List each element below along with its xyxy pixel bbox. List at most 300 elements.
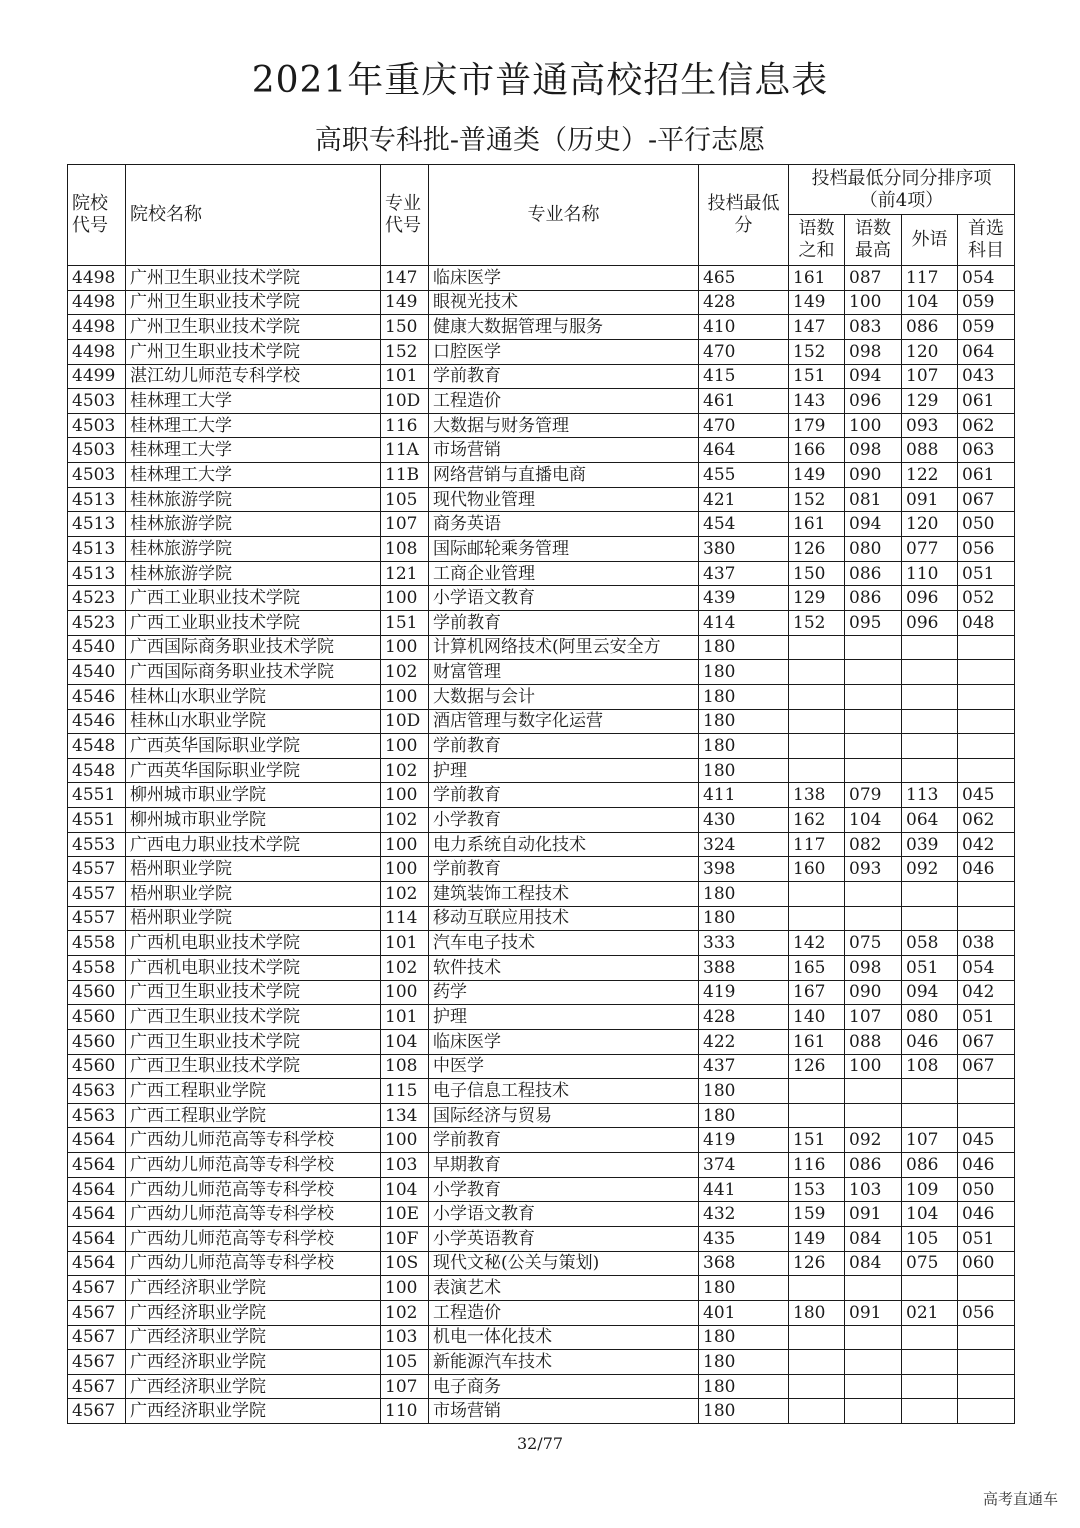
cell-major-name: 学前教育 bbox=[429, 734, 699, 759]
table-row bbox=[68, 389, 1015, 414]
cell-yushu-sum: 126 bbox=[789, 537, 845, 562]
cell-first-subject: 046 bbox=[958, 857, 1015, 882]
header-first-subject: 首选科目 bbox=[958, 215, 1015, 266]
table-row bbox=[68, 1079, 1015, 1104]
cell-school-name: 桂林旅游学院 bbox=[126, 487, 381, 512]
cell-min-score: 180 bbox=[699, 1103, 789, 1128]
cell-school-name: 广西国际商务职业技术学院 bbox=[126, 660, 381, 685]
table-row bbox=[68, 660, 1015, 685]
cell-school-name: 广西经济职业学院 bbox=[126, 1300, 381, 1325]
cell-foreign-language: 105 bbox=[902, 1226, 958, 1251]
cell-major-code: 100 bbox=[381, 635, 429, 660]
cell-school-name: 梧州职业学院 bbox=[126, 882, 381, 907]
cell-major-code: 116 bbox=[381, 413, 429, 438]
table-row bbox=[68, 1177, 1015, 1202]
cell-foreign-language: 122 bbox=[902, 463, 958, 488]
cell-first-subject: 067 bbox=[958, 1029, 1015, 1054]
table-row bbox=[68, 1251, 1015, 1276]
table-row bbox=[68, 586, 1015, 611]
cell-yushu-max: 107 bbox=[845, 1005, 902, 1030]
cell-yushu-sum: 161 bbox=[789, 512, 845, 537]
cell-min-score: 419 bbox=[699, 1128, 789, 1153]
cell-foreign-language: 104 bbox=[902, 290, 958, 315]
cell-first-subject: 056 bbox=[958, 1300, 1015, 1325]
cell-foreign-language bbox=[902, 684, 958, 709]
cell-min-score: 437 bbox=[699, 1054, 789, 1079]
cell-major-code: 102 bbox=[381, 882, 429, 907]
cell-foreign-language: 120 bbox=[902, 512, 958, 537]
cell-foreign-language bbox=[902, 660, 958, 685]
cell-yushu-sum bbox=[789, 882, 845, 907]
cell-yushu-sum: 152 bbox=[789, 339, 845, 364]
cell-school-name: 广西幼儿师范高等专科学校 bbox=[126, 1128, 381, 1153]
cell-yushu-sum: 126 bbox=[789, 1054, 845, 1079]
cell-major-name: 电力系统自动化技术 bbox=[429, 832, 699, 857]
cell-major-code: 105 bbox=[381, 1350, 429, 1375]
cell-first-subject: 062 bbox=[958, 413, 1015, 438]
cell-yushu-sum bbox=[789, 1079, 845, 1104]
cell-yushu-sum: 165 bbox=[789, 955, 845, 980]
cell-yushu-sum: 149 bbox=[789, 1226, 845, 1251]
cell-foreign-language: 120 bbox=[902, 339, 958, 364]
cell-school-code: 4560 bbox=[68, 1005, 126, 1030]
cell-major-code: 107 bbox=[381, 512, 429, 537]
cell-yushu-sum: 152 bbox=[789, 487, 845, 512]
cell-major-code: 108 bbox=[381, 537, 429, 562]
cell-yushu-sum bbox=[789, 758, 845, 783]
cell-major-name: 小学教育 bbox=[429, 808, 699, 833]
cell-school-name: 广西英华国际职业学院 bbox=[126, 758, 381, 783]
cell-yushu-max: 100 bbox=[845, 1054, 902, 1079]
cell-yushu-max: 088 bbox=[845, 1029, 902, 1054]
header-school-name: 院校名称 bbox=[126, 165, 381, 266]
cell-school-name: 广西卫生职业技术学院 bbox=[126, 1029, 381, 1054]
cell-school-name: 桂林山水职业学院 bbox=[126, 709, 381, 734]
cell-school-code: 4546 bbox=[68, 684, 126, 709]
header-major-code: 专业代号 bbox=[381, 165, 429, 266]
cell-major-code: 105 bbox=[381, 487, 429, 512]
cell-school-name: 梧州职业学院 bbox=[126, 857, 381, 882]
cell-first-subject: 043 bbox=[958, 364, 1015, 389]
cell-yushu-sum: 166 bbox=[789, 438, 845, 463]
cell-yushu-max: 092 bbox=[845, 1128, 902, 1153]
cell-yushu-sum: 159 bbox=[789, 1202, 845, 1227]
cell-major-code: 100 bbox=[381, 1276, 429, 1301]
cell-school-code: 4560 bbox=[68, 1054, 126, 1079]
header-school-code: 院校代号 bbox=[68, 165, 126, 266]
cell-yushu-sum bbox=[789, 660, 845, 685]
cell-foreign-language: 086 bbox=[902, 1153, 958, 1178]
cell-major-name: 财富管理 bbox=[429, 660, 699, 685]
page-number: 32/77 bbox=[516, 1434, 564, 1453]
cell-major-name: 小学语文教育 bbox=[429, 586, 699, 611]
cell-school-name: 广西幼儿师范高等专科学校 bbox=[126, 1226, 381, 1251]
header-tiebreak-group: 投档最低分同分排序项（前4项） bbox=[789, 165, 1015, 215]
cell-yushu-max: 093 bbox=[845, 857, 902, 882]
cell-yushu-max bbox=[845, 684, 902, 709]
cell-school-name: 广州卫生职业技术学院 bbox=[126, 315, 381, 340]
cell-min-score: 422 bbox=[699, 1029, 789, 1054]
cell-first-subject: 051 bbox=[958, 1005, 1015, 1030]
cell-major-name: 工程造价 bbox=[429, 389, 699, 414]
cell-foreign-language: 107 bbox=[902, 364, 958, 389]
cell-major-code: 104 bbox=[381, 1177, 429, 1202]
cell-school-name: 桂林理工大学 bbox=[126, 389, 381, 414]
cell-school-code: 4558 bbox=[68, 955, 126, 980]
cell-foreign-language: 094 bbox=[902, 980, 958, 1005]
cell-major-code: 108 bbox=[381, 1054, 429, 1079]
cell-min-score: 470 bbox=[699, 339, 789, 364]
table-row bbox=[68, 1005, 1015, 1030]
cell-yushu-max bbox=[845, 1325, 902, 1350]
cell-major-name: 计算机网络技术(阿里云安全方 bbox=[429, 635, 699, 660]
cell-yushu-sum: 179 bbox=[789, 413, 845, 438]
cell-school-code: 4498 bbox=[68, 266, 126, 291]
cell-school-name: 广西经济职业学院 bbox=[126, 1374, 381, 1399]
cell-major-code: 10F bbox=[381, 1226, 429, 1251]
cell-min-score: 454 bbox=[699, 512, 789, 537]
cell-school-code: 4523 bbox=[68, 586, 126, 611]
cell-major-code: 102 bbox=[381, 808, 429, 833]
table-row bbox=[68, 1374, 1015, 1399]
cell-yushu-max bbox=[845, 758, 902, 783]
cell-major-code: 103 bbox=[381, 1325, 429, 1350]
cell-foreign-language: 108 bbox=[902, 1054, 958, 1079]
cell-min-score: 419 bbox=[699, 980, 789, 1005]
cell-school-name: 广西幼儿师范高等专科学校 bbox=[126, 1177, 381, 1202]
table-row bbox=[68, 290, 1015, 315]
cell-min-score: 428 bbox=[699, 290, 789, 315]
cell-school-name: 广西经济职业学院 bbox=[126, 1399, 381, 1424]
table-row bbox=[68, 413, 1015, 438]
table-row bbox=[68, 783, 1015, 808]
cell-first-subject: 046 bbox=[958, 1202, 1015, 1227]
table-row bbox=[68, 808, 1015, 833]
cell-school-code: 4503 bbox=[68, 413, 126, 438]
cell-min-score: 439 bbox=[699, 586, 789, 611]
cell-min-score: 437 bbox=[699, 561, 789, 586]
cell-school-name: 广西工业职业技术学院 bbox=[126, 586, 381, 611]
table-row bbox=[68, 487, 1015, 512]
table-row bbox=[68, 955, 1015, 980]
cell-min-score: 180 bbox=[699, 906, 789, 931]
cell-first-subject bbox=[958, 882, 1015, 907]
cell-major-code: 103 bbox=[381, 1153, 429, 1178]
cell-school-name: 广西经济职业学院 bbox=[126, 1325, 381, 1350]
cell-foreign-language: 058 bbox=[902, 931, 958, 956]
cell-min-score: 374 bbox=[699, 1153, 789, 1178]
cell-yushu-max: 083 bbox=[845, 315, 902, 340]
cell-major-name: 市场营销 bbox=[429, 438, 699, 463]
cell-yushu-sum: 117 bbox=[789, 832, 845, 857]
cell-yushu-max: 096 bbox=[845, 389, 902, 414]
cell-major-name: 电子商务 bbox=[429, 1374, 699, 1399]
cell-foreign-language: 077 bbox=[902, 537, 958, 562]
cell-yushu-sum bbox=[789, 684, 845, 709]
cell-foreign-language: 080 bbox=[902, 1005, 958, 1030]
cell-yushu-max bbox=[845, 734, 902, 759]
cell-min-score: 180 bbox=[699, 709, 789, 734]
cell-min-score: 324 bbox=[699, 832, 789, 857]
cell-first-subject: 048 bbox=[958, 610, 1015, 635]
cell-major-name: 大数据与财务管理 bbox=[429, 413, 699, 438]
cell-min-score: 470 bbox=[699, 413, 789, 438]
cell-yushu-sum bbox=[789, 1350, 845, 1375]
cell-school-name: 桂林旅游学院 bbox=[126, 512, 381, 537]
cell-school-code: 4548 bbox=[68, 734, 126, 759]
table-body bbox=[68, 266, 1015, 1424]
cell-major-code: 100 bbox=[381, 857, 429, 882]
cell-yushu-sum bbox=[789, 906, 845, 931]
cell-yushu-max bbox=[845, 1103, 902, 1128]
table-row bbox=[68, 1029, 1015, 1054]
cell-foreign-language: 109 bbox=[902, 1177, 958, 1202]
cell-major-name: 学前教育 bbox=[429, 857, 699, 882]
cell-first-subject: 064 bbox=[958, 339, 1015, 364]
cell-yushu-max: 095 bbox=[845, 610, 902, 635]
table-row bbox=[68, 1276, 1015, 1301]
cell-foreign-language bbox=[902, 709, 958, 734]
cell-yushu-max: 094 bbox=[845, 512, 902, 537]
cell-yushu-max bbox=[845, 1374, 902, 1399]
cell-yushu-max: 098 bbox=[845, 339, 902, 364]
cell-min-score: 180 bbox=[699, 1374, 789, 1399]
cell-major-name: 早期教育 bbox=[429, 1153, 699, 1178]
cell-min-score: 180 bbox=[699, 635, 789, 660]
cell-school-name: 广西国际商务职业技术学院 bbox=[126, 635, 381, 660]
cell-first-subject: 045 bbox=[958, 1128, 1015, 1153]
cell-major-code: 100 bbox=[381, 734, 429, 759]
cell-foreign-language bbox=[902, 1079, 958, 1104]
cell-major-code: 102 bbox=[381, 1300, 429, 1325]
cell-first-subject: 038 bbox=[958, 931, 1015, 956]
cell-yushu-max bbox=[845, 709, 902, 734]
cell-school-name: 广西卫生职业技术学院 bbox=[126, 1005, 381, 1030]
cell-yushu-sum: 149 bbox=[789, 463, 845, 488]
cell-yushu-max: 087 bbox=[845, 266, 902, 291]
cell-major-code: 104 bbox=[381, 1029, 429, 1054]
cell-yushu-max: 086 bbox=[845, 561, 902, 586]
cell-foreign-language: 039 bbox=[902, 832, 958, 857]
cell-major-name: 小学语文教育 bbox=[429, 1202, 699, 1227]
cell-min-score: 430 bbox=[699, 808, 789, 833]
cell-school-code: 4540 bbox=[68, 635, 126, 660]
cell-yushu-max: 084 bbox=[845, 1251, 902, 1276]
cell-first-subject: 067 bbox=[958, 1054, 1015, 1079]
cell-first-subject: 042 bbox=[958, 980, 1015, 1005]
cell-major-name: 临床医学 bbox=[429, 1029, 699, 1054]
cell-yushu-max: 075 bbox=[845, 931, 902, 956]
table-header bbox=[68, 165, 1015, 266]
cell-min-score: 380 bbox=[699, 537, 789, 562]
cell-major-name: 健康大数据管理与服务 bbox=[429, 315, 699, 340]
cell-major-name: 网络营销与直播电商 bbox=[429, 463, 699, 488]
cell-foreign-language: 129 bbox=[902, 389, 958, 414]
cell-first-subject: 061 bbox=[958, 463, 1015, 488]
cell-yushu-sum: 151 bbox=[789, 364, 845, 389]
table-row bbox=[68, 1128, 1015, 1153]
cell-major-name: 移动互联应用技术 bbox=[429, 906, 699, 931]
page-subtitle: 高职专科批-普通类（历史）-平行志愿 bbox=[314, 125, 766, 156]
cell-foreign-language bbox=[902, 635, 958, 660]
cell-yushu-sum: 140 bbox=[789, 1005, 845, 1030]
cell-major-name: 汽车电子技术 bbox=[429, 931, 699, 956]
cell-foreign-language: 093 bbox=[902, 413, 958, 438]
cell-first-subject bbox=[958, 758, 1015, 783]
cell-foreign-language: 088 bbox=[902, 438, 958, 463]
cell-first-subject: 059 bbox=[958, 315, 1015, 340]
table-row bbox=[68, 1399, 1015, 1424]
header-foreign-language: 外语 bbox=[902, 215, 958, 266]
cell-yushu-max bbox=[845, 660, 902, 685]
source-credit: 高考直通车 bbox=[982, 1490, 1058, 1508]
cell-major-code: 114 bbox=[381, 906, 429, 931]
cell-yushu-sum bbox=[789, 1103, 845, 1128]
cell-foreign-language bbox=[902, 1350, 958, 1375]
cell-yushu-sum: 160 bbox=[789, 857, 845, 882]
cell-foreign-language bbox=[902, 1103, 958, 1128]
cell-yushu-sum: 129 bbox=[789, 586, 845, 611]
cell-foreign-language bbox=[902, 734, 958, 759]
cell-min-score: 415 bbox=[699, 364, 789, 389]
cell-first-subject bbox=[958, 1276, 1015, 1301]
cell-first-subject bbox=[958, 635, 1015, 660]
table-row bbox=[68, 832, 1015, 857]
table-row bbox=[68, 857, 1015, 882]
cell-yushu-sum bbox=[789, 1276, 845, 1301]
cell-school-name: 柳州城市职业学院 bbox=[126, 783, 381, 808]
cell-major-code: 134 bbox=[381, 1103, 429, 1128]
cell-school-code: 4498 bbox=[68, 339, 126, 364]
cell-school-name: 广西卫生职业技术学院 bbox=[126, 1054, 381, 1079]
cell-school-name: 柳州城市职业学院 bbox=[126, 808, 381, 833]
cell-min-score: 411 bbox=[699, 783, 789, 808]
cell-yushu-max bbox=[845, 1079, 902, 1104]
cell-school-code: 4557 bbox=[68, 857, 126, 882]
cell-min-score: 464 bbox=[699, 438, 789, 463]
cell-school-code: 4564 bbox=[68, 1226, 126, 1251]
table-row bbox=[68, 1325, 1015, 1350]
cell-school-code: 4540 bbox=[68, 660, 126, 685]
cell-school-name: 桂林理工大学 bbox=[126, 438, 381, 463]
cell-first-subject: 056 bbox=[958, 537, 1015, 562]
cell-major-code: 110 bbox=[381, 1399, 429, 1424]
cell-yushu-sum: 151 bbox=[789, 1128, 845, 1153]
cell-major-name: 口腔医学 bbox=[429, 339, 699, 364]
cell-major-code: 100 bbox=[381, 783, 429, 808]
cell-yushu-sum bbox=[789, 1325, 845, 1350]
cell-first-subject: 054 bbox=[958, 955, 1015, 980]
cell-min-score: 401 bbox=[699, 1300, 789, 1325]
cell-major-name: 学前教育 bbox=[429, 610, 699, 635]
cell-school-code: 4564 bbox=[68, 1177, 126, 1202]
cell-first-subject: 050 bbox=[958, 512, 1015, 537]
cell-major-code: 147 bbox=[381, 266, 429, 291]
cell-major-code: 11A bbox=[381, 438, 429, 463]
cell-school-code: 4551 bbox=[68, 808, 126, 833]
cell-foreign-language bbox=[902, 758, 958, 783]
cell-school-code: 4567 bbox=[68, 1300, 126, 1325]
cell-min-score: 368 bbox=[699, 1251, 789, 1276]
cell-major-name: 学前教育 bbox=[429, 364, 699, 389]
cell-school-code: 4567 bbox=[68, 1350, 126, 1375]
cell-first-subject bbox=[958, 660, 1015, 685]
cell-min-score: 180 bbox=[699, 660, 789, 685]
cell-min-score: 180 bbox=[699, 734, 789, 759]
cell-min-score: 180 bbox=[699, 882, 789, 907]
cell-yushu-max bbox=[845, 1350, 902, 1375]
cell-foreign-language: 117 bbox=[902, 266, 958, 291]
cell-yushu-max bbox=[845, 1399, 902, 1424]
cell-min-score: 455 bbox=[699, 463, 789, 488]
cell-yushu-max: 094 bbox=[845, 364, 902, 389]
cell-school-name: 广西机电职业技术学院 bbox=[126, 931, 381, 956]
cell-major-code: 102 bbox=[381, 660, 429, 685]
table-row bbox=[68, 512, 1015, 537]
cell-foreign-language: 113 bbox=[902, 783, 958, 808]
cell-major-code: 107 bbox=[381, 1374, 429, 1399]
cell-major-code: 152 bbox=[381, 339, 429, 364]
cell-school-code: 4567 bbox=[68, 1399, 126, 1424]
cell-min-score: 414 bbox=[699, 610, 789, 635]
cell-school-code: 4548 bbox=[68, 758, 126, 783]
cell-foreign-language: 092 bbox=[902, 857, 958, 882]
cell-school-code: 4546 bbox=[68, 709, 126, 734]
cell-major-code: 151 bbox=[381, 610, 429, 635]
cell-major-name: 学前教育 bbox=[429, 1128, 699, 1153]
cell-major-name: 护理 bbox=[429, 1005, 699, 1030]
cell-school-code: 4513 bbox=[68, 487, 126, 512]
cell-yushu-sum: 143 bbox=[789, 389, 845, 414]
cell-yushu-sum: 161 bbox=[789, 1029, 845, 1054]
cell-school-name: 广州卫生职业技术学院 bbox=[126, 339, 381, 364]
cell-yushu-sum bbox=[789, 734, 845, 759]
cell-school-name: 广西工业职业技术学院 bbox=[126, 610, 381, 635]
cell-school-name: 广西工程职业学院 bbox=[126, 1079, 381, 1104]
cell-yushu-sum bbox=[789, 709, 845, 734]
cell-school-name: 广西英华国际职业学院 bbox=[126, 734, 381, 759]
cell-major-code: 102 bbox=[381, 955, 429, 980]
table-row bbox=[68, 635, 1015, 660]
cell-major-name: 学前教育 bbox=[429, 783, 699, 808]
cell-yushu-sum bbox=[789, 635, 845, 660]
cell-school-code: 4564 bbox=[68, 1202, 126, 1227]
cell-major-name: 大数据与会计 bbox=[429, 684, 699, 709]
cell-school-name: 桂林旅游学院 bbox=[126, 537, 381, 562]
cell-first-subject: 059 bbox=[958, 290, 1015, 315]
cell-yushu-max bbox=[845, 1276, 902, 1301]
cell-min-score: 333 bbox=[699, 931, 789, 956]
cell-major-name: 小学英语教育 bbox=[429, 1226, 699, 1251]
cell-min-score: 180 bbox=[699, 1350, 789, 1375]
cell-school-name: 广西幼儿师范高等专科学校 bbox=[126, 1251, 381, 1276]
cell-school-code: 4563 bbox=[68, 1103, 126, 1128]
cell-major-name: 机电一体化技术 bbox=[429, 1325, 699, 1350]
cell-foreign-language: 086 bbox=[902, 315, 958, 340]
cell-foreign-language: 075 bbox=[902, 1251, 958, 1276]
cell-foreign-language: 104 bbox=[902, 1202, 958, 1227]
cell-school-code: 4567 bbox=[68, 1374, 126, 1399]
cell-min-score: 428 bbox=[699, 1005, 789, 1030]
table-row bbox=[68, 906, 1015, 931]
cell-yushu-sum: 152 bbox=[789, 610, 845, 635]
cell-yushu-max bbox=[845, 635, 902, 660]
cell-major-code: 11B bbox=[381, 463, 429, 488]
cell-min-score: 180 bbox=[699, 1399, 789, 1424]
cell-yushu-max bbox=[845, 882, 902, 907]
cell-school-code: 4564 bbox=[68, 1153, 126, 1178]
table-row bbox=[68, 1103, 1015, 1128]
